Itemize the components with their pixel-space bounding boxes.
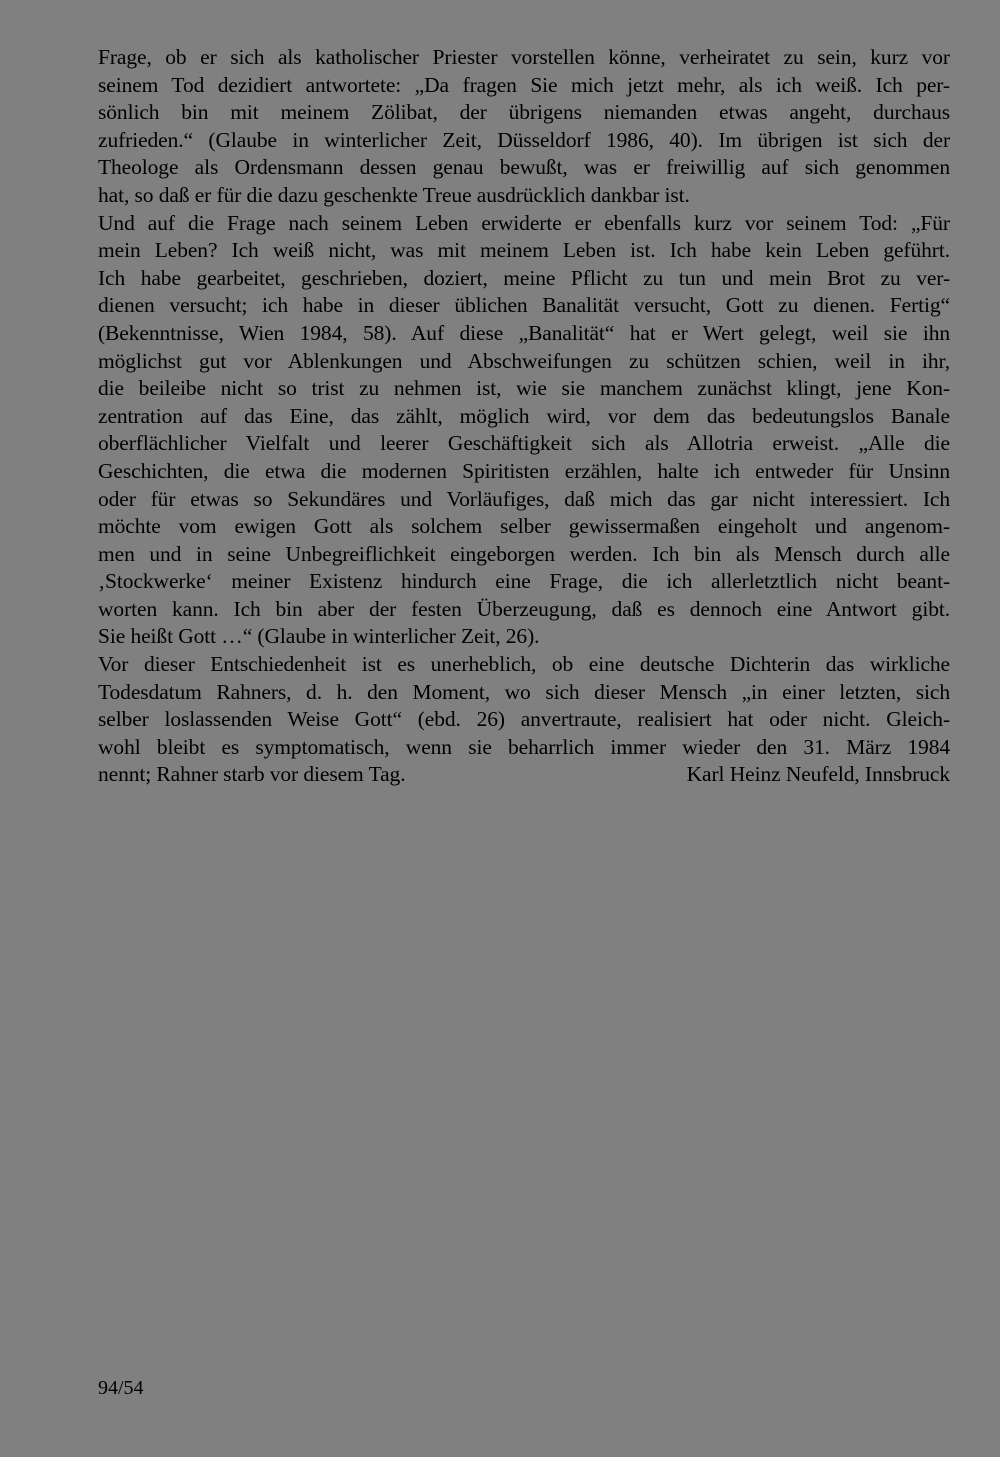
text-line: seinem Tod dezidiert antwortete: „Da fragen Sie mich jetzt mehr, als ich weiß. Ich per- [98, 72, 950, 97]
text-line: Todesdatum Rahners, d. h. den Moment, wo sich dieser Mensch „in einer letzten, sich [98, 679, 950, 704]
text-line: selber loslassenden Weise Gott“ (ebd. 26) anvertraute, realisiert hat oder nicht. Gleich- [98, 707, 950, 732]
text-line: möchte vom ewigen Gott als solchem selber gewissermaßen eingeholt und angenom- [98, 514, 950, 539]
text-line: Sie heißt Gott …“ (Glaube in winterlicher Zeit, 26). [98, 624, 540, 649]
final-line-with-signature [98, 761, 950, 789]
text-line: die beileibe nicht so trist zu nehmen ist, wie sie manchem zunächst klingt, jene Kon- [98, 376, 950, 401]
text-line: möglichst gut vor Ablenkungen und Abschweifungen zu schützen schien, weil in ihr, [98, 348, 950, 373]
text-line: oder für etwas so Sekundäres und Vorläufiges, daß mich das gar nicht interessiert. Ich [98, 486, 950, 511]
text-line: Geschichten, die etwa die modernen Spiritisten erzählen, halte ich entweder für Unsinn [98, 458, 950, 483]
text-line: zentration auf das Eine, das zählt, möglich wird, vor dem das bedeutungslos Banale [98, 403, 950, 428]
paragraph-1 [98, 44, 950, 210]
text-line: Theologe als Ordensmann dessen genau bewußt, was er freiwillig auf sich genommen [98, 155, 950, 180]
text-line: men und in seine Unbegreiflichkeit eingeborgen werden. Ich bin als Mensch durch alle [98, 541, 950, 566]
text-line: ‚Stockwerke‘ meiner Existenz hindurch eine Frage, die ich allerletztlich nicht beant- [98, 569, 950, 594]
text-line: mein Leben? Ich weiß nicht, was mit meinem Leben ist. Ich habe kein Leben geführt. [98, 238, 950, 263]
text-line: Vor dieser Entschiedenheit ist es unerheblich, ob eine deutsche Dichterin das wirkliche [98, 652, 950, 677]
text-line: Ich habe gearbeitet, geschrieben, doziert, meine Pflicht zu tun und mein Brot zu ver- [98, 265, 950, 290]
text-line: nennt; Rahner starb vor diesem Tag. [98, 762, 406, 787]
text-line: wohl bleibt es symptomatisch, wenn sie beharrlich immer wieder den 31. März 1984 [98, 734, 950, 759]
text-line: (Bekenntnisse, Wien 1984, 58). Auf diese „Banalität“ hat er Wert gelegt, weil sie ihn [98, 320, 950, 345]
text-line: oberflächlicher Vielfalt und leerer Geschäftigkeit sich als Allotria erweist. „Alle die [98, 431, 950, 456]
text-line: worten kann. Ich bin aber der festen Überzeugung, daß es dennoch eine Antwort gibt. [98, 596, 950, 621]
page-number: 94/54 [98, 1377, 144, 1399]
paragraph-3 [98, 651, 950, 789]
text-line: dienen versucht; ich habe in dieser üblichen Banalität versucht, Gott zu dienen. Fertig“ [98, 293, 950, 318]
paragraph-2 [98, 210, 950, 652]
body-text [98, 44, 950, 789]
text-line: hat, so daß er für die dazu geschenkte Treue ausdrücklich dankbar ist. [98, 182, 690, 207]
text-line: zufrieden.“ (Glaube in winterlicher Zeit, Düsseldorf 1986, 40). Im übrigen ist sich der [98, 127, 950, 152]
author-signature: Karl Heinz Neufeld, Innsbruck [686, 762, 950, 787]
text-line: sönlich bin mit meinem Zölibat, der übrigens niemanden etwas angeht, durchaus [98, 100, 950, 125]
text-line: Und auf die Frage nach seinem Leben erwiderte er ebenfalls kurz vor seinem Tod: „Für [98, 210, 950, 235]
text-line: Frage, ob er sich als katholischer Priester vorstellen könne, verheiratet zu sein, kurz vor [98, 45, 950, 69]
